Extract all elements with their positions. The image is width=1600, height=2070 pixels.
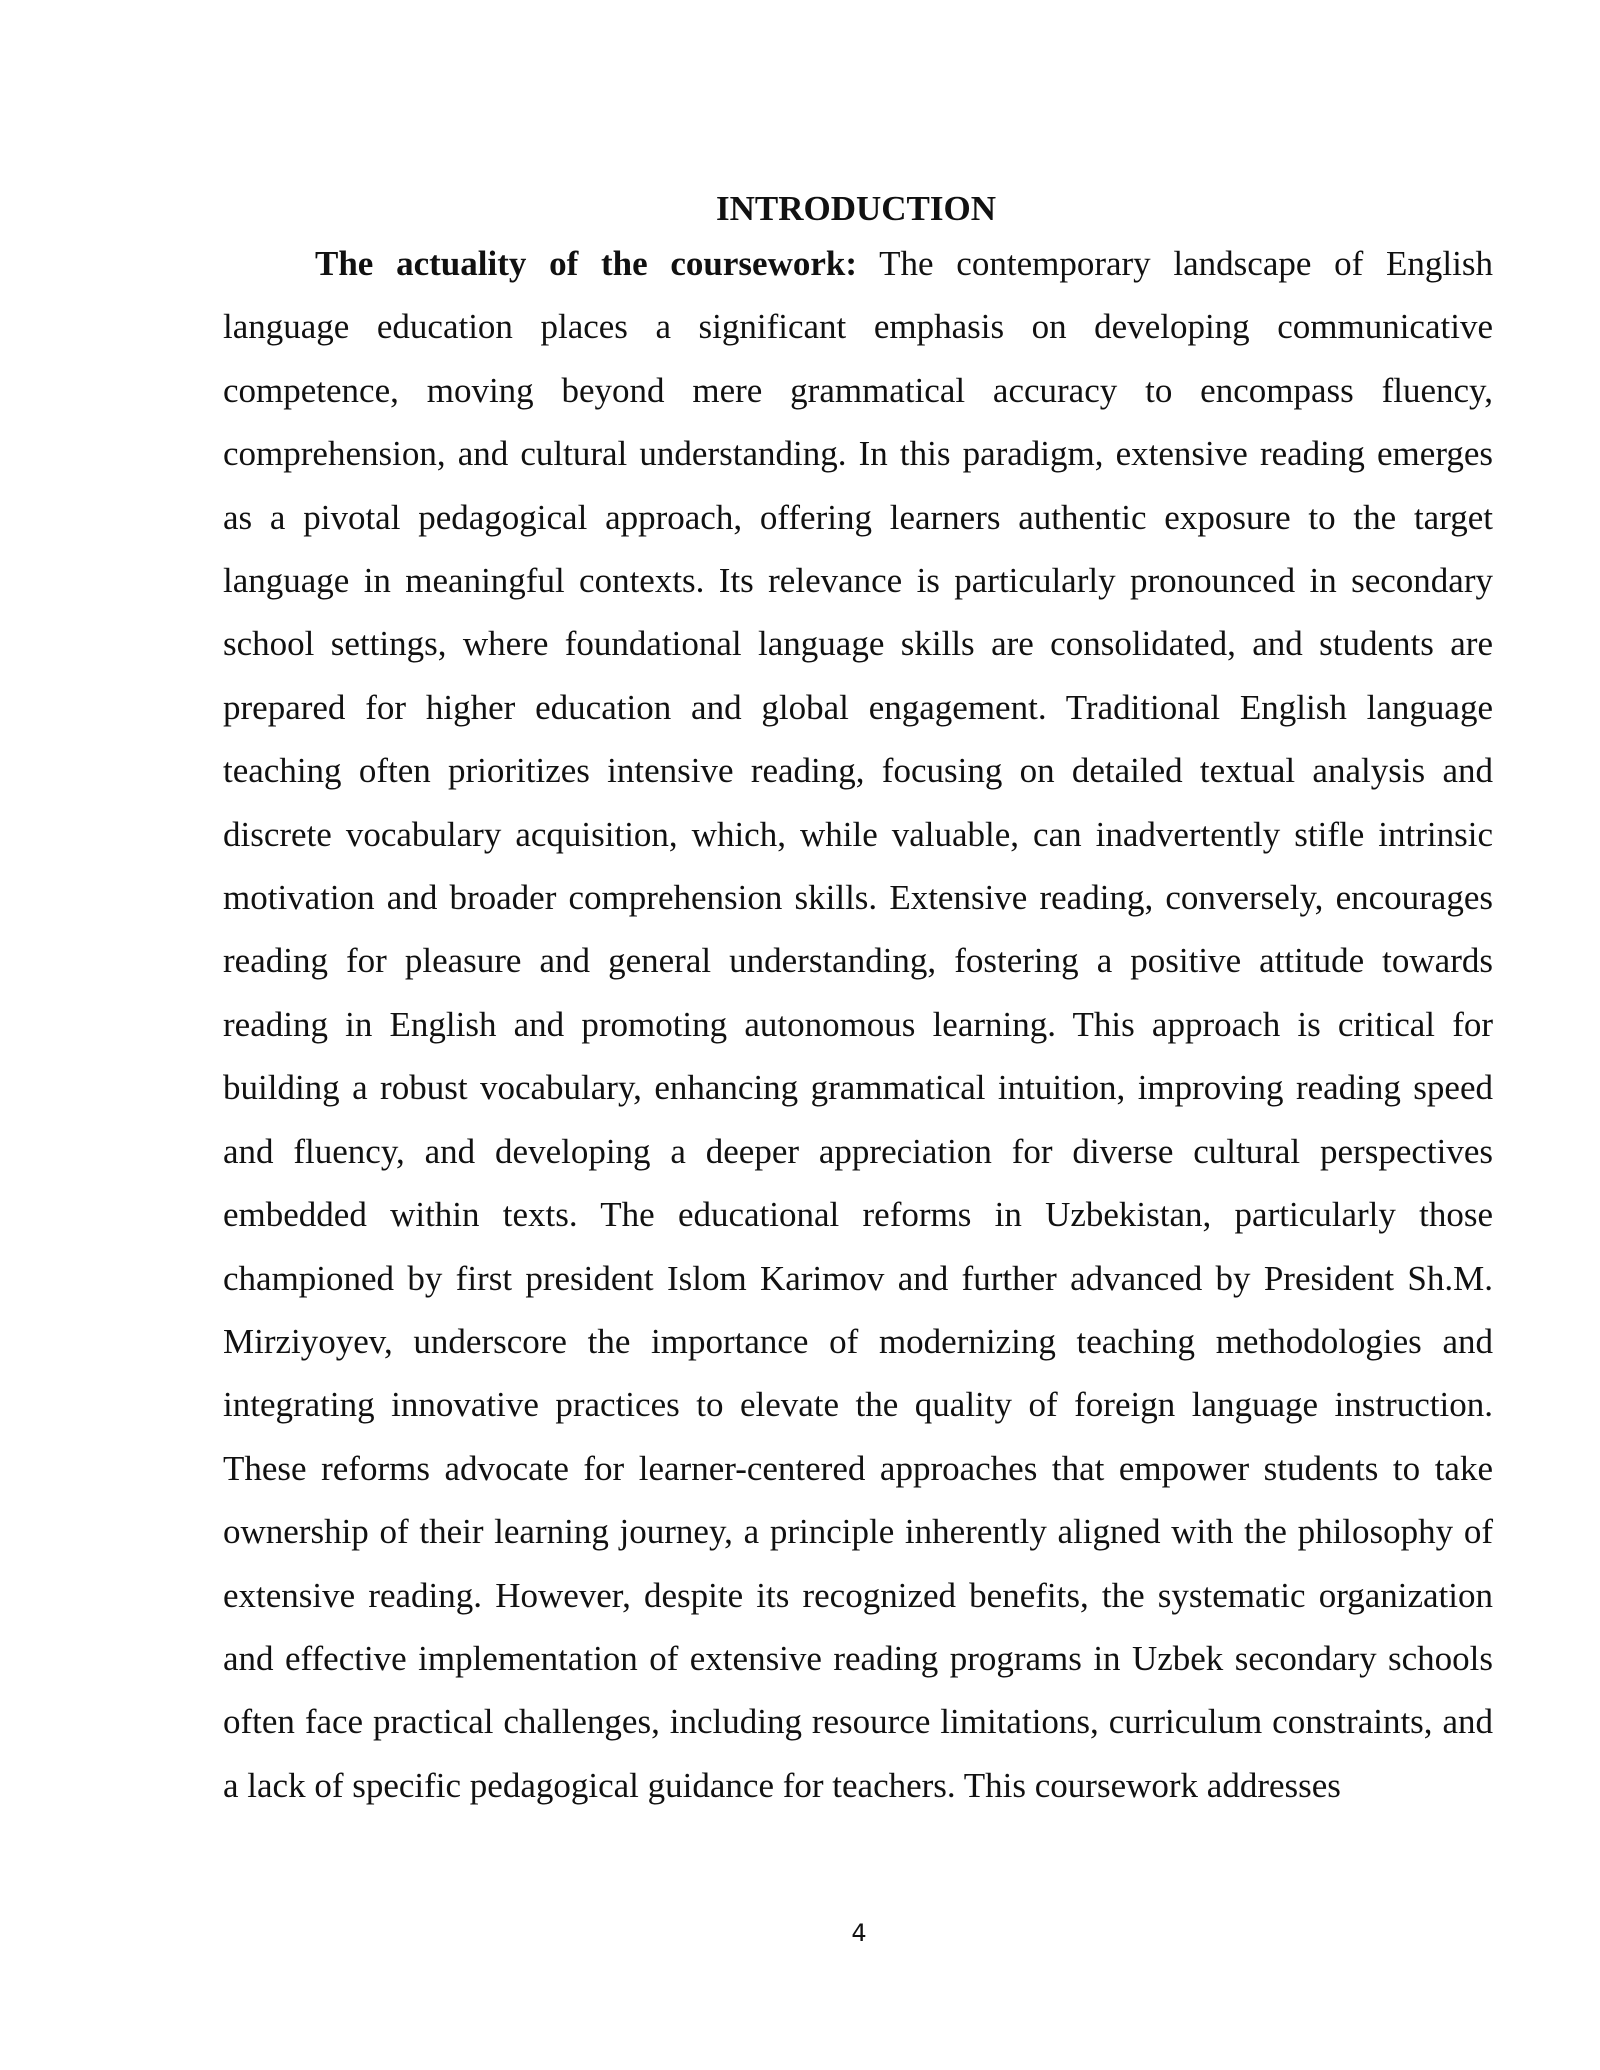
page-number: 4 <box>851 1919 867 1947</box>
paragraph-lead: The actuality of the coursework: <box>315 244 858 283</box>
paragraph-body: The contemporary landscape of English language education places a significant emphasis on developing communicative competence, moving beyond mere grammatical accuracy to encompass fluency, comprehension, and cultural understanding. In this paradigm, extensive reading emerges as a pivotal pedagogical approach, offering learners authentic exposure to the target language in meaningful contexts. Its relevance is particularly pronounced in secondary school settings, where foundational language skills are consolidated, and students are prepared for higher education and global engagement. Traditional English language teaching often prioritizes intensive reading, focusing on detailed textual analysis and discrete vocabulary acquisition, which, while valuable, can inadvertently stifle intrinsic motivation and broader comprehension skills. Extensive reading, conversely, encourages reading for pleasure and general understanding, fostering a positive attitude towards reading in English and promoting autonomous learning. This approach is critical for building a robust vocabulary, enhancing grammatical intuition, improving reading speed and fluency, and developing a deeper appreciation for diverse cultural perspectives embedded within texts. The educational reforms in Uzbekistan, particularly those championed by first president Islom Karimov and further advanced by President Sh.M. Mirziyoyev, underscore the importance of modernizing teaching methodologies and integrating innovative practices to elevate the quality of foreign language instruction. These reforms advocate for learner-centered approaches that empower students to take ownership of their learning journey, a principle inherently aligned with the philosophy of extensive reading. However, despite its recognized benefits, the systematic organization and effective implementation of extensive reading programs in Uzbek secondary schools often face practical challenges, including resource limitations, curriculum constraints, and a lack of specific pedagogical guidance for teachers. This coursework addresses <box>223 244 1493 1805</box>
page-title: INTRODUCTION <box>715 189 997 228</box>
intro-paragraph <box>223 232 1493 1817</box>
